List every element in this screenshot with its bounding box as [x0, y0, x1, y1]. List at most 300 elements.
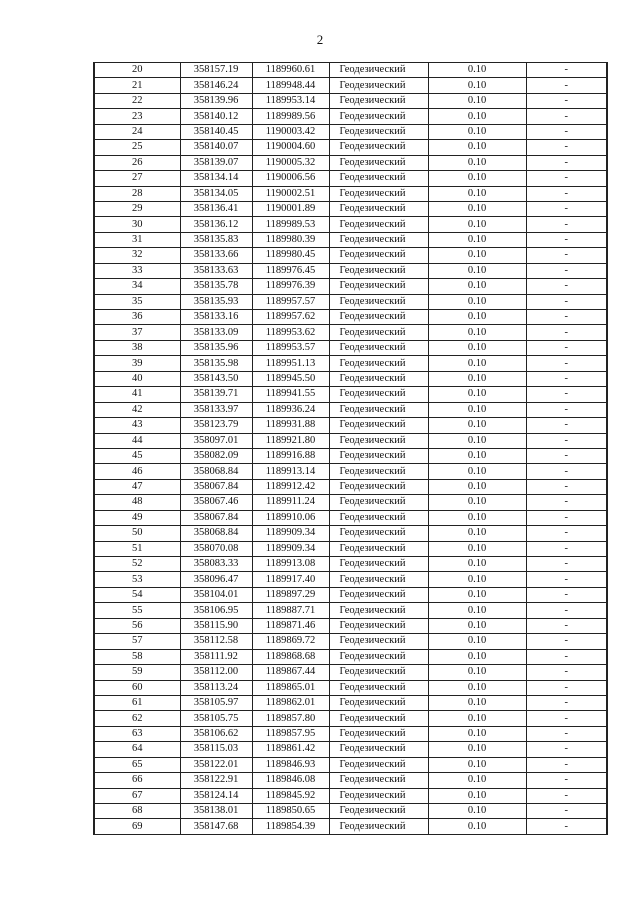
- y-coordinate-cell: 1189917.40: [252, 572, 329, 587]
- method-cell: Геодезический: [329, 479, 428, 494]
- accuracy-cell: 0.10: [428, 680, 526, 695]
- method-cell: Геодезический: [329, 649, 428, 664]
- point-number-cell: 67: [94, 788, 180, 803]
- table-row: [94, 804, 607, 819]
- table-row: [94, 649, 607, 664]
- x-coordinate-cell: 358135.78: [180, 279, 252, 294]
- note-cell: -: [526, 356, 607, 371]
- table-row: [94, 618, 607, 633]
- x-coordinate-cell: 358140.12: [180, 109, 252, 124]
- accuracy-cell: 0.10: [428, 587, 526, 602]
- method-cell: Геодезический: [329, 109, 428, 124]
- note-cell: -: [526, 93, 607, 108]
- accuracy-cell: 0.10: [428, 93, 526, 108]
- method-cell: Геодезический: [329, 356, 428, 371]
- note-cell: -: [526, 248, 607, 263]
- note-cell: -: [526, 557, 607, 572]
- accuracy-cell: 0.10: [428, 294, 526, 309]
- x-coordinate-cell: 358139.96: [180, 93, 252, 108]
- accuracy-cell: 0.10: [428, 232, 526, 247]
- point-number-cell: 29: [94, 201, 180, 216]
- point-number-cell: 61: [94, 695, 180, 710]
- x-coordinate-cell: 358111.92: [180, 649, 252, 664]
- y-coordinate-cell: 1189854.39: [252, 819, 329, 834]
- point-number-cell: 44: [94, 433, 180, 448]
- point-number-cell: 51: [94, 541, 180, 556]
- method-cell: Геодезический: [329, 587, 428, 602]
- accuracy-cell: 0.10: [428, 418, 526, 433]
- table-row: [94, 634, 607, 649]
- method-cell: Геодезический: [329, 726, 428, 741]
- note-cell: -: [526, 402, 607, 417]
- table-row: [94, 433, 607, 448]
- note-cell: -: [526, 418, 607, 433]
- method-cell: Геодезический: [329, 294, 428, 309]
- table-row: [94, 479, 607, 494]
- method-cell: Геодезический: [329, 711, 428, 726]
- accuracy-cell: 0.10: [428, 557, 526, 572]
- table-row: [94, 248, 607, 263]
- method-cell: Геодезический: [329, 788, 428, 803]
- y-coordinate-cell: 1189871.46: [252, 618, 329, 633]
- x-coordinate-cell: 358082.09: [180, 448, 252, 463]
- y-coordinate-cell: 1189913.08: [252, 557, 329, 572]
- accuracy-cell: 0.10: [428, 63, 526, 78]
- method-cell: Геодезический: [329, 93, 428, 108]
- coordinates-table-body: [94, 63, 607, 835]
- point-number-cell: 37: [94, 325, 180, 340]
- table-row: [94, 448, 607, 463]
- point-number-cell: 40: [94, 371, 180, 386]
- table-row: [94, 371, 607, 386]
- method-cell: Геодезический: [329, 279, 428, 294]
- method-cell: Геодезический: [329, 618, 428, 633]
- note-cell: -: [526, 279, 607, 294]
- accuracy-cell: 0.10: [428, 124, 526, 139]
- table-row: [94, 201, 607, 216]
- y-coordinate-cell: 1190005.32: [252, 155, 329, 170]
- note-cell: -: [526, 726, 607, 741]
- x-coordinate-cell: 358133.97: [180, 402, 252, 417]
- x-coordinate-cell: 358147.68: [180, 819, 252, 834]
- table-row: [94, 742, 607, 757]
- note-cell: -: [526, 464, 607, 479]
- x-coordinate-cell: 358104.01: [180, 587, 252, 602]
- y-coordinate-cell: 1189857.80: [252, 711, 329, 726]
- x-coordinate-cell: 358115.03: [180, 742, 252, 757]
- method-cell: Геодезический: [329, 464, 428, 479]
- table-row: [94, 171, 607, 186]
- y-coordinate-cell: 1189912.42: [252, 479, 329, 494]
- point-number-cell: 57: [94, 634, 180, 649]
- table-row: [94, 510, 607, 525]
- y-coordinate-cell: 1190001.89: [252, 201, 329, 216]
- x-coordinate-cell: 358138.01: [180, 804, 252, 819]
- x-coordinate-cell: 358067.84: [180, 479, 252, 494]
- x-coordinate-cell: 358122.91: [180, 773, 252, 788]
- x-coordinate-cell: 358140.07: [180, 140, 252, 155]
- note-cell: -: [526, 340, 607, 355]
- point-number-cell: 56: [94, 618, 180, 633]
- table-row: [94, 819, 607, 834]
- accuracy-cell: 0.10: [428, 665, 526, 680]
- x-coordinate-cell: 358157.19: [180, 63, 252, 78]
- method-cell: Геодезический: [329, 155, 428, 170]
- point-number-cell: 63: [94, 726, 180, 741]
- y-coordinate-cell: 1189945.50: [252, 371, 329, 386]
- table-row: [94, 340, 607, 355]
- point-number-cell: 65: [94, 757, 180, 772]
- table-row: [94, 773, 607, 788]
- point-number-cell: 26: [94, 155, 180, 170]
- point-number-cell: 43: [94, 418, 180, 433]
- y-coordinate-cell: 1189941.55: [252, 387, 329, 402]
- accuracy-cell: 0.10: [428, 155, 526, 170]
- method-cell: Геодезический: [329, 804, 428, 819]
- page-number: 2: [316, 32, 324, 47]
- method-cell: Геодезический: [329, 757, 428, 772]
- table-row: [94, 325, 607, 340]
- point-number-cell: 34: [94, 279, 180, 294]
- note-cell: -: [526, 448, 607, 463]
- table-row: [94, 124, 607, 139]
- y-coordinate-cell: 1189936.24: [252, 402, 329, 417]
- table-row: [94, 155, 607, 170]
- x-coordinate-cell: 358105.75: [180, 711, 252, 726]
- accuracy-cell: 0.10: [428, 78, 526, 93]
- method-cell: Геодезический: [329, 140, 428, 155]
- y-coordinate-cell: 1190006.56: [252, 171, 329, 186]
- table-row: [94, 788, 607, 803]
- accuracy-cell: 0.10: [428, 310, 526, 325]
- method-cell: Геодезический: [329, 603, 428, 618]
- table-row: [94, 495, 607, 510]
- accuracy-cell: 0.10: [428, 479, 526, 494]
- note-cell: -: [526, 232, 607, 247]
- note-cell: -: [526, 201, 607, 216]
- note-cell: -: [526, 788, 607, 803]
- y-coordinate-cell: 1189989.53: [252, 217, 329, 232]
- point-number-cell: 60: [94, 680, 180, 695]
- x-coordinate-cell: 358139.07: [180, 155, 252, 170]
- accuracy-cell: 0.10: [428, 387, 526, 402]
- table-row: [94, 63, 607, 78]
- note-cell: -: [526, 649, 607, 664]
- method-cell: Геодезический: [329, 742, 428, 757]
- point-number-cell: 53: [94, 572, 180, 587]
- accuracy-cell: 0.10: [428, 757, 526, 772]
- x-coordinate-cell: 358136.41: [180, 201, 252, 216]
- x-coordinate-cell: 358070.08: [180, 541, 252, 556]
- accuracy-cell: 0.10: [428, 201, 526, 216]
- method-cell: Геодезический: [329, 201, 428, 216]
- x-coordinate-cell: 358124.14: [180, 788, 252, 803]
- y-coordinate-cell: 1189869.72: [252, 634, 329, 649]
- x-coordinate-cell: 358140.45: [180, 124, 252, 139]
- y-coordinate-cell: 1189857.95: [252, 726, 329, 741]
- method-cell: Геодезический: [329, 248, 428, 263]
- note-cell: -: [526, 819, 607, 834]
- x-coordinate-cell: 358134.14: [180, 171, 252, 186]
- note-cell: -: [526, 804, 607, 819]
- accuracy-cell: 0.10: [428, 325, 526, 340]
- x-coordinate-cell: 358068.84: [180, 464, 252, 479]
- table-row: [94, 726, 607, 741]
- x-coordinate-cell: 358134.05: [180, 186, 252, 201]
- x-coordinate-cell: 358106.95: [180, 603, 252, 618]
- point-number-cell: 69: [94, 819, 180, 834]
- y-coordinate-cell: 1189953.57: [252, 340, 329, 355]
- method-cell: Геодезический: [329, 325, 428, 340]
- method-cell: Геодезический: [329, 557, 428, 572]
- y-coordinate-cell: 1189948.44: [252, 78, 329, 93]
- y-coordinate-cell: 1189953.62: [252, 325, 329, 340]
- x-coordinate-cell: 358143.50: [180, 371, 252, 386]
- note-cell: -: [526, 757, 607, 772]
- point-number-cell: 23: [94, 109, 180, 124]
- y-coordinate-cell: 1189960.61: [252, 63, 329, 78]
- method-cell: Геодезический: [329, 63, 428, 78]
- x-coordinate-cell: 358135.93: [180, 294, 252, 309]
- point-number-cell: 59: [94, 665, 180, 680]
- y-coordinate-cell: 1189957.57: [252, 294, 329, 309]
- x-coordinate-cell: 358112.00: [180, 665, 252, 680]
- point-number-cell: 25: [94, 140, 180, 155]
- note-cell: -: [526, 479, 607, 494]
- x-coordinate-cell: 358067.46: [180, 495, 252, 510]
- method-cell: Геодезический: [329, 371, 428, 386]
- table-row: [94, 711, 607, 726]
- point-number-cell: 48: [94, 495, 180, 510]
- point-number-cell: 21: [94, 78, 180, 93]
- accuracy-cell: 0.10: [428, 340, 526, 355]
- accuracy-cell: 0.10: [428, 140, 526, 155]
- table-row: [94, 464, 607, 479]
- method-cell: Геодезический: [329, 695, 428, 710]
- accuracy-cell: 0.10: [428, 742, 526, 757]
- table-row: [94, 232, 607, 247]
- note-cell: -: [526, 387, 607, 402]
- note-cell: -: [526, 433, 607, 448]
- x-coordinate-cell: 358096.47: [180, 572, 252, 587]
- x-coordinate-cell: 358146.24: [180, 78, 252, 93]
- x-coordinate-cell: 358133.66: [180, 248, 252, 263]
- point-number-cell: 54: [94, 587, 180, 602]
- point-number-cell: 64: [94, 742, 180, 757]
- point-number-cell: 35: [94, 294, 180, 309]
- y-coordinate-cell: 1189861.42: [252, 742, 329, 757]
- coordinates-table: [93, 62, 608, 835]
- method-cell: Геодезический: [329, 572, 428, 587]
- x-coordinate-cell: 358135.83: [180, 232, 252, 247]
- y-coordinate-cell: 1189980.39: [252, 232, 329, 247]
- y-coordinate-cell: 1189976.45: [252, 263, 329, 278]
- note-cell: -: [526, 294, 607, 309]
- table-row: [94, 78, 607, 93]
- y-coordinate-cell: 1189953.14: [252, 93, 329, 108]
- method-cell: Геодезический: [329, 773, 428, 788]
- table-row: [94, 93, 607, 108]
- x-coordinate-cell: 358123.79: [180, 418, 252, 433]
- method-cell: Геодезический: [329, 448, 428, 463]
- y-coordinate-cell: 1189910.06: [252, 510, 329, 525]
- accuracy-cell: 0.10: [428, 819, 526, 834]
- accuracy-cell: 0.10: [428, 186, 526, 201]
- note-cell: -: [526, 603, 607, 618]
- accuracy-cell: 0.10: [428, 711, 526, 726]
- x-coordinate-cell: 358067.84: [180, 510, 252, 525]
- note-cell: -: [526, 680, 607, 695]
- table-row: [94, 186, 607, 201]
- method-cell: Геодезический: [329, 263, 428, 278]
- table-row: [94, 263, 607, 278]
- accuracy-cell: 0.10: [428, 402, 526, 417]
- note-cell: -: [526, 371, 607, 386]
- accuracy-cell: 0.10: [428, 634, 526, 649]
- y-coordinate-cell: 1190004.60: [252, 140, 329, 155]
- note-cell: -: [526, 541, 607, 556]
- point-number-cell: 46: [94, 464, 180, 479]
- accuracy-cell: 0.10: [428, 649, 526, 664]
- method-cell: Геодезический: [329, 387, 428, 402]
- accuracy-cell: 0.10: [428, 356, 526, 371]
- y-coordinate-cell: 1189931.88: [252, 418, 329, 433]
- note-cell: -: [526, 140, 607, 155]
- point-number-cell: 22: [94, 93, 180, 108]
- y-coordinate-cell: 1190002.51: [252, 186, 329, 201]
- method-cell: Геодезический: [329, 433, 428, 448]
- point-number-cell: 58: [94, 649, 180, 664]
- method-cell: Геодезический: [329, 819, 428, 834]
- y-coordinate-cell: 1189951.13: [252, 356, 329, 371]
- method-cell: Геодезический: [329, 310, 428, 325]
- method-cell: Геодезический: [329, 665, 428, 680]
- note-cell: -: [526, 695, 607, 710]
- method-cell: Геодезический: [329, 217, 428, 232]
- note-cell: -: [526, 634, 607, 649]
- table-row: [94, 680, 607, 695]
- point-number-cell: 68: [94, 804, 180, 819]
- point-number-cell: 20: [94, 63, 180, 78]
- table-row: [94, 387, 607, 402]
- y-coordinate-cell: 1189989.56: [252, 109, 329, 124]
- point-number-cell: 41: [94, 387, 180, 402]
- accuracy-cell: 0.10: [428, 433, 526, 448]
- y-coordinate-cell: 1189846.93: [252, 757, 329, 772]
- y-coordinate-cell: 1189980.45: [252, 248, 329, 263]
- accuracy-cell: 0.10: [428, 448, 526, 463]
- point-number-cell: 38: [94, 340, 180, 355]
- table-row: [94, 140, 607, 155]
- x-coordinate-cell: 358106.62: [180, 726, 252, 741]
- note-cell: -: [526, 742, 607, 757]
- note-cell: -: [526, 510, 607, 525]
- note-cell: -: [526, 109, 607, 124]
- x-coordinate-cell: 358135.96: [180, 340, 252, 355]
- point-number-cell: 39: [94, 356, 180, 371]
- y-coordinate-cell: 1189957.62: [252, 310, 329, 325]
- accuracy-cell: 0.10: [428, 217, 526, 232]
- x-coordinate-cell: 358133.16: [180, 310, 252, 325]
- accuracy-cell: 0.10: [428, 171, 526, 186]
- point-number-cell: 42: [94, 402, 180, 417]
- method-cell: Геодезический: [329, 680, 428, 695]
- point-number-cell: 28: [94, 186, 180, 201]
- table-row: [94, 695, 607, 710]
- x-coordinate-cell: 358136.12: [180, 217, 252, 232]
- note-cell: -: [526, 572, 607, 587]
- table-row: [94, 217, 607, 232]
- accuracy-cell: 0.10: [428, 541, 526, 556]
- point-number-cell: 62: [94, 711, 180, 726]
- table-row: [94, 310, 607, 325]
- accuracy-cell: 0.10: [428, 726, 526, 741]
- accuracy-cell: 0.10: [428, 510, 526, 525]
- table-row: [94, 587, 607, 602]
- accuracy-cell: 0.10: [428, 695, 526, 710]
- y-coordinate-cell: 1189862.01: [252, 695, 329, 710]
- accuracy-cell: 0.10: [428, 773, 526, 788]
- method-cell: Геодезический: [329, 186, 428, 201]
- accuracy-cell: 0.10: [428, 804, 526, 819]
- point-number-cell: 24: [94, 124, 180, 139]
- table-row: [94, 418, 607, 433]
- x-coordinate-cell: 358135.98: [180, 356, 252, 371]
- accuracy-cell: 0.10: [428, 618, 526, 633]
- accuracy-cell: 0.10: [428, 526, 526, 541]
- table-row: [94, 541, 607, 556]
- point-number-cell: 27: [94, 171, 180, 186]
- table-row: [94, 757, 607, 772]
- point-number-cell: 49: [94, 510, 180, 525]
- accuracy-cell: 0.10: [428, 495, 526, 510]
- note-cell: -: [526, 618, 607, 633]
- table-row: [94, 109, 607, 124]
- method-cell: Геодезический: [329, 526, 428, 541]
- x-coordinate-cell: 358083.33: [180, 557, 252, 572]
- method-cell: Геодезический: [329, 78, 428, 93]
- accuracy-cell: 0.10: [428, 371, 526, 386]
- note-cell: -: [526, 310, 607, 325]
- method-cell: Геодезический: [329, 402, 428, 417]
- y-coordinate-cell: 1189911.24: [252, 495, 329, 510]
- method-cell: Геодезический: [329, 634, 428, 649]
- accuracy-cell: 0.10: [428, 248, 526, 263]
- method-cell: Геодезический: [329, 171, 428, 186]
- table-row: [94, 279, 607, 294]
- note-cell: -: [526, 495, 607, 510]
- table-row: [94, 356, 607, 371]
- y-coordinate-cell: 1189976.39: [252, 279, 329, 294]
- x-coordinate-cell: 358113.24: [180, 680, 252, 695]
- table-row: [94, 557, 607, 572]
- method-cell: Геодезический: [329, 340, 428, 355]
- coordinates-table-container: [93, 62, 606, 835]
- accuracy-cell: 0.10: [428, 279, 526, 294]
- y-coordinate-cell: 1189916.88: [252, 448, 329, 463]
- note-cell: -: [526, 124, 607, 139]
- y-coordinate-cell: 1189887.71: [252, 603, 329, 618]
- y-coordinate-cell: 1189909.34: [252, 541, 329, 556]
- accuracy-cell: 0.10: [428, 263, 526, 278]
- point-number-cell: 50: [94, 526, 180, 541]
- x-coordinate-cell: 358068.84: [180, 526, 252, 541]
- point-number-cell: 45: [94, 448, 180, 463]
- note-cell: -: [526, 711, 607, 726]
- x-coordinate-cell: 358139.71: [180, 387, 252, 402]
- note-cell: -: [526, 155, 607, 170]
- note-cell: -: [526, 587, 607, 602]
